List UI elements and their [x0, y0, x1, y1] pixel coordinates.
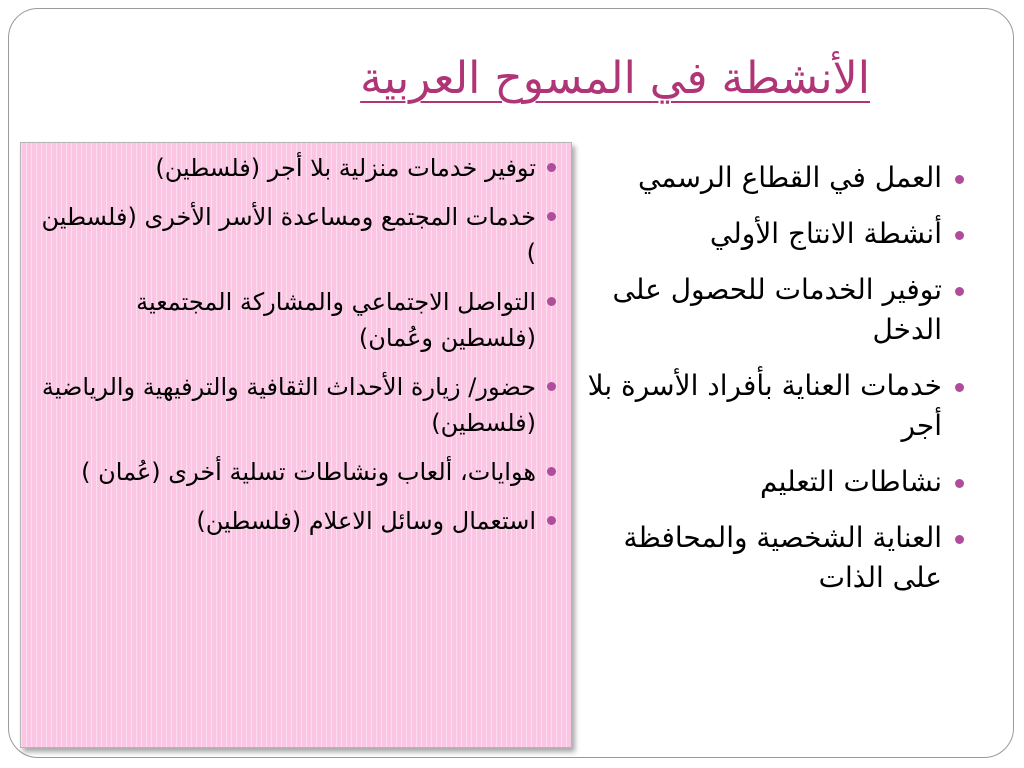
list-item-text: خدمات العناية بأفراد الأسرة بلا أجر	[587, 369, 942, 442]
bullet-dot-icon	[547, 382, 556, 391]
list-item-text: العمل في القطاع الرسمي	[637, 161, 942, 194]
list-item	[40, 454, 536, 490]
list-item-text: أنشطة الانتاج الأولي	[709, 217, 942, 250]
list-item	[40, 199, 536, 271]
list-item	[580, 158, 942, 198]
list-item-text: هوايات، ألعاب ونشاطات تسلية أخرى (عُمان )	[81, 458, 536, 486]
list-item	[40, 369, 536, 441]
bullet-dot-icon	[955, 479, 964, 488]
list-item-text: التواصل الاجتماعي والمشاركة المجتمعية (فلسطين وعُمان)	[136, 288, 536, 352]
list-item	[40, 150, 536, 186]
list-item	[580, 518, 942, 598]
list-item-text: توفير خدمات منزلية بلا أجر (فلسطين)	[155, 154, 536, 182]
bullet-dot-icon	[955, 287, 964, 296]
bullet-dot-icon	[955, 535, 964, 544]
bullet-dot-icon	[547, 212, 556, 221]
bullet-dot-icon	[955, 175, 964, 184]
right-bullet-list	[580, 158, 942, 614]
bullet-dot-icon	[547, 516, 556, 525]
list-item	[580, 270, 942, 350]
bullet-dot-icon	[547, 467, 556, 476]
list-item	[580, 462, 942, 502]
list-item-text: نشاطات التعليم	[760, 465, 942, 498]
list-item	[580, 214, 942, 254]
bullet-dot-icon	[955, 383, 964, 392]
list-item-text: توفير الخدمات للحصول على الدخل	[612, 273, 942, 346]
list-item-text: خدمات المجتمع ومساعدة الأسر الأخرى (فلسطين )	[41, 203, 536, 267]
slide-title: الأنشطة في المسوح العربية	[360, 53, 870, 104]
list-item	[580, 366, 942, 446]
bullet-dot-icon	[547, 163, 556, 172]
list-item-text: العناية الشخصية والمحافظة على الذات	[623, 521, 942, 594]
list-item-text: استعمال وسائل الاعلام (فلسطين)	[196, 507, 536, 535]
left-bullet-list	[40, 150, 536, 552]
list-item	[40, 503, 536, 539]
list-item	[40, 284, 536, 356]
list-item-text: حضور/ زيارة الأحداث الثقافية والترفيهية والرياضية (فلسطين)	[41, 373, 536, 437]
bullet-dot-icon	[955, 231, 964, 240]
bullet-dot-icon	[547, 297, 556, 306]
